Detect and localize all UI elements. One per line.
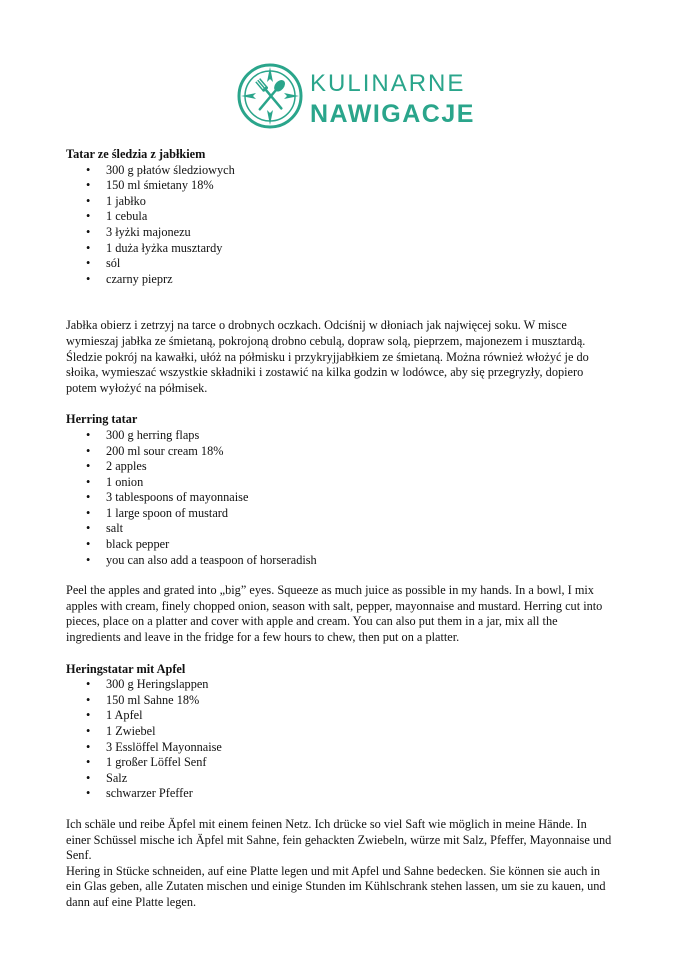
ingredient-item: • 1 jabłko [86, 193, 146, 208]
recipe-section-polish [66, 147, 614, 396]
ingredient-item: • czarny pieprz [86, 271, 173, 286]
instructions-paragraph: Peel the apples and grated into „big” eyes. Squeeze as much juice as possible in my hands. In a bowl, I mix apples with cream, finely chopped onion, season with salt, pepper, mayonnaise and mustard. Herring cut into pieces, place on a platter and cover with apple and cream. You can also put them in a jar, mix all the ingredients and leave in the fridge for a few hours to chew, then put on a platter. [66, 583, 603, 645]
ingredient-item: • 300 g Heringslappen [86, 677, 209, 692]
ingredient-item: • 1 large spoon of mustard [86, 505, 229, 520]
ingredient-item: • 1 Apfel [86, 708, 143, 723]
ingredient-item: • 3 łyżki majonezu [86, 224, 191, 239]
ingredient-list [66, 428, 614, 568]
ingredient-list [66, 677, 614, 802]
logo-text-top: KULINARNE [310, 70, 466, 97]
ingredient-item: • 200 ml sour cream 18% [86, 443, 224, 458]
instructions-paragraph: Ich schäle und reibe Äpfel mit einem feinen Netz. Ich drücke so viel Saft wie möglich in meine Hände. In einer Schüssel mische ich Äpfel mit Sahne, fein gehackten Zwiebeln, würze mit Salz, Pfeffer, Mayonnaise und Senf. [66, 816, 612, 863]
ingredient-item: • sól [86, 256, 121, 271]
ingredient-item: • 1 onion [86, 474, 144, 489]
ingredient-item: • 150 ml śmietany 18% [86, 178, 214, 193]
ingredient-item: • salt [86, 521, 124, 536]
ingredient-item: • black pepper [86, 537, 170, 552]
ingredient-item: • 1 Zwiebel [86, 724, 156, 738]
ingredient-item: • 2 apples [86, 459, 147, 474]
ingredient-item: • you can also add a teaspoon of horseradish [86, 552, 317, 567]
ingredient-item: • 1 duża łyżka musztardy [86, 240, 223, 255]
recipe-title: Tatar ze śledzia z jabłkiem [66, 147, 206, 161]
recipe-title: Heringstatar mit Apfel [66, 661, 186, 676]
brand-logo [236, 62, 475, 138]
ingredient-item: • 300 g herring flaps [86, 427, 200, 442]
ingredient-item: • 300 g płatów śledziowych [86, 162, 235, 177]
recipe-title: Herring tatar [66, 412, 138, 427]
instructions-paragraph: Hering in Stücke schneiden, auf eine Platte legen und mit Apfel und Sahne bedecken. Sie können sie auch in ein Glas geben, alle Zutaten mischen und einige Stunden im Kühlschrank stehen lassen, um sie zu kauen, und dann auf eine Platte legen. [66, 863, 606, 909]
ingredient-item: • Salz [86, 770, 128, 785]
recipe-section-english [66, 412, 614, 645]
ingredient-item: • 3 tablespoons of mayonnaise [86, 490, 249, 505]
logo-text-bottom: NAWIGACJE [310, 100, 475, 128]
compass-fork-spoon-icon [236, 62, 304, 130]
ingredient-item: • 1 großer Löffel Senf [86, 755, 207, 770]
recipe-section-german [66, 662, 614, 911]
ingredient-item: • 3 Esslöffel Mayonnaise [86, 739, 222, 754]
ingredient-item: • 1 cebula [86, 209, 148, 224]
instructions-paragraph: Jabłka obierz i zetrzyj na tarce o drobnych oczkach. Odciśnij w dłoniach jak najwięcej soku. W misce wymieszaj jabłka ze śmietaną, pokrojoną drobno cebulą, dopraw solą, pieprzem, majonezem i musztardą. Śledzie pokrój na kawałki, ułóż na półmisku i przykryjjabłkiem ze śmietaną. Można również włożyć je do słoika, wymieszać wszystkie składniki i zostawić na kilka godzin w lodówce, aby się przegryzły, dopiero potem wyłożyć na półmisek. [66, 318, 589, 395]
ingredient-item: • schwarzer Pfeffer [86, 786, 193, 801]
recipe-document [66, 147, 614, 911]
ingredient-list [66, 163, 614, 288]
ingredient-item: • 150 ml Sahne 18% [86, 692, 200, 707]
